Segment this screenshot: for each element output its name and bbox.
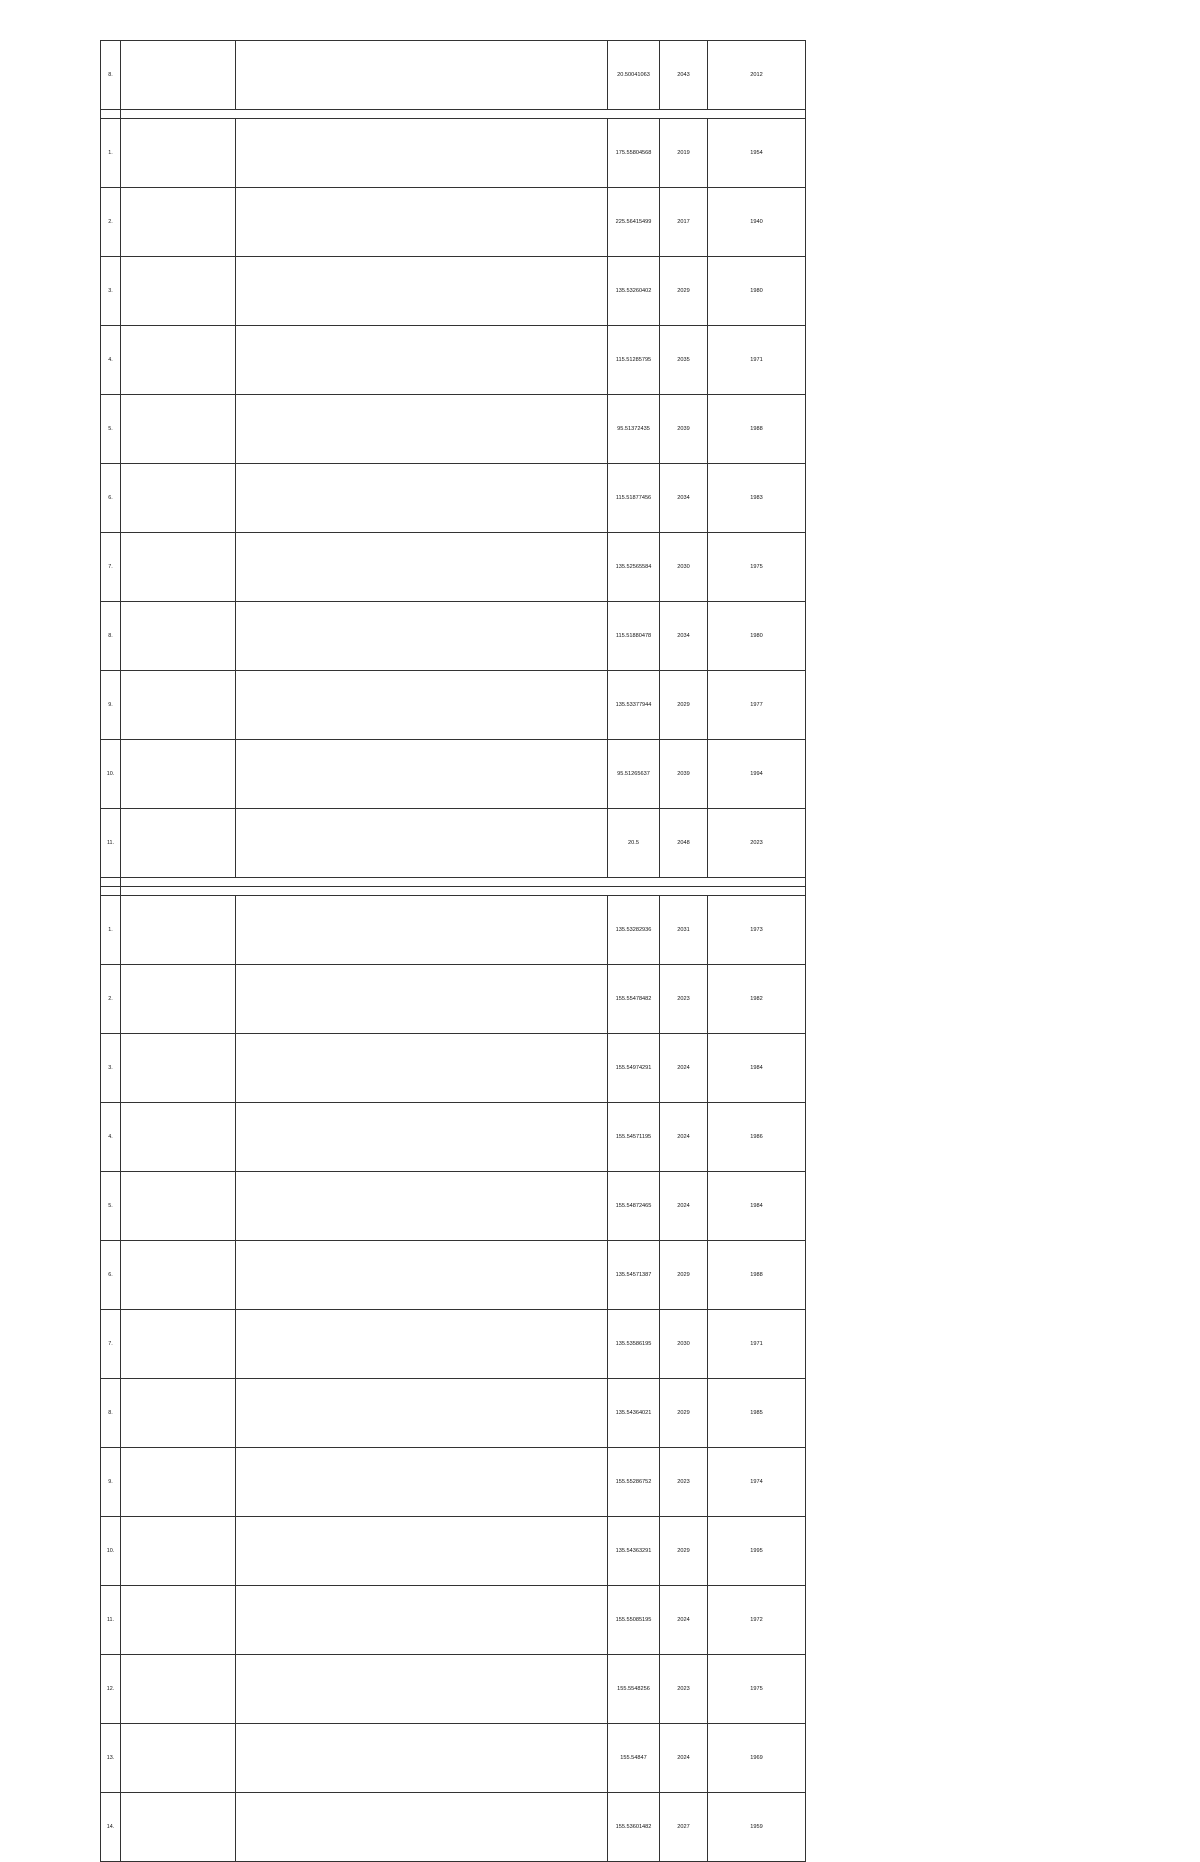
planned-year: 2029 xyxy=(660,1517,708,1586)
row-number: 6. xyxy=(101,464,121,533)
section-title xyxy=(121,110,806,119)
build-year: 2012 xyxy=(708,41,806,110)
house-address xyxy=(121,1310,236,1379)
repair-works xyxy=(236,395,608,464)
build-year: 1971 xyxy=(708,326,806,395)
row-number: 2. xyxy=(101,188,121,257)
table-row xyxy=(101,1724,806,1793)
build-year: 1986 xyxy=(708,1103,806,1172)
planned-year: 2029 xyxy=(660,1241,708,1310)
planned-year: 2035 xyxy=(660,326,708,395)
house-address xyxy=(121,1517,236,1586)
build-year: 1995 xyxy=(708,1517,806,1586)
planned-year: 2019 xyxy=(660,119,708,188)
row-number: 9. xyxy=(101,671,121,740)
section-row xyxy=(101,110,806,119)
row-number: 11. xyxy=(101,809,121,878)
row-number: 4. xyxy=(101,1103,121,1172)
house-address xyxy=(121,809,236,878)
table-row xyxy=(101,671,806,740)
planned-year: 2024 xyxy=(660,1586,708,1655)
table-row xyxy=(101,1310,806,1379)
repair-works xyxy=(236,41,608,110)
planned-year: 2029 xyxy=(660,257,708,326)
repair-works xyxy=(236,1448,608,1517)
repair-cost: 135.53260402 xyxy=(608,257,660,326)
build-year: 1984 xyxy=(708,1172,806,1241)
row-number: 7. xyxy=(101,533,121,602)
build-year: 1984 xyxy=(708,1034,806,1103)
table-row xyxy=(101,1517,806,1586)
row-number: 10. xyxy=(101,1517,121,1586)
planned-year: 2048 xyxy=(660,809,708,878)
house-address xyxy=(121,1034,236,1103)
house-address xyxy=(121,965,236,1034)
row-number: 6. xyxy=(101,1241,121,1310)
planned-year: 2030 xyxy=(660,1310,708,1379)
table-row xyxy=(101,533,806,602)
table-row xyxy=(101,1793,806,1862)
repair-works xyxy=(236,533,608,602)
repair-works xyxy=(236,1586,608,1655)
repair-works xyxy=(236,1172,608,1241)
row-number: 5. xyxy=(101,395,121,464)
build-year: 1940 xyxy=(708,188,806,257)
repair-works xyxy=(236,119,608,188)
row-number: 1. xyxy=(101,119,121,188)
build-year: 1982 xyxy=(708,965,806,1034)
document-page xyxy=(100,40,805,1862)
repair-works xyxy=(236,326,608,395)
row-number: 4. xyxy=(101,326,121,395)
row-number: 3. xyxy=(101,257,121,326)
build-year: 1969 xyxy=(708,1724,806,1793)
repair-cost: 155.55478482 xyxy=(608,965,660,1034)
repair-works xyxy=(236,1517,608,1586)
repair-cost: 155.55286752 xyxy=(608,1448,660,1517)
planned-year: 2031 xyxy=(660,896,708,965)
house-address xyxy=(121,1724,236,1793)
planned-year: 2024 xyxy=(660,1103,708,1172)
repair-works xyxy=(236,257,608,326)
house-address xyxy=(121,671,236,740)
table-row xyxy=(101,464,806,533)
section-spacer xyxy=(101,878,121,887)
planned-year: 2023 xyxy=(660,965,708,1034)
planned-year: 2027 xyxy=(660,1793,708,1862)
build-year: 1977 xyxy=(708,671,806,740)
house-address xyxy=(121,464,236,533)
repair-works xyxy=(236,1103,608,1172)
planned-year: 2017 xyxy=(660,188,708,257)
row-number: 10. xyxy=(101,740,121,809)
repair-cost: 225.56415499 xyxy=(608,188,660,257)
repair-works xyxy=(236,188,608,257)
build-year: 1974 xyxy=(708,1448,806,1517)
row-number: 14. xyxy=(101,1793,121,1862)
planned-year: 2043 xyxy=(660,41,708,110)
table-row xyxy=(101,1586,806,1655)
row-number: 8. xyxy=(101,1379,121,1448)
repair-cost: 135.53586195 xyxy=(608,1310,660,1379)
row-number: 2. xyxy=(101,965,121,1034)
repair-cost: 155.53601482 xyxy=(608,1793,660,1862)
house-address xyxy=(121,1586,236,1655)
build-year: 1983 xyxy=(708,464,806,533)
build-year: 1973 xyxy=(708,896,806,965)
section-row xyxy=(101,887,806,896)
table-row xyxy=(101,119,806,188)
build-year: 1954 xyxy=(708,119,806,188)
repair-cost: 20.50041063 xyxy=(608,41,660,110)
table-row xyxy=(101,257,806,326)
build-year: 1971 xyxy=(708,1310,806,1379)
repair-works xyxy=(236,809,608,878)
planned-year: 2034 xyxy=(660,464,708,533)
row-number: 8. xyxy=(101,41,121,110)
row-number: 11. xyxy=(101,1586,121,1655)
house-address xyxy=(121,1172,236,1241)
build-year: 1975 xyxy=(708,533,806,602)
house-address xyxy=(121,326,236,395)
build-year: 1985 xyxy=(708,1379,806,1448)
house-address xyxy=(121,1103,236,1172)
table-row xyxy=(101,1379,806,1448)
repair-cost: 135.54363291 xyxy=(608,1517,660,1586)
repair-works xyxy=(236,1793,608,1862)
table-row xyxy=(101,602,806,671)
repair-works xyxy=(236,602,608,671)
repair-cost: 20.5 xyxy=(608,809,660,878)
repair-cost: 135.52565584 xyxy=(608,533,660,602)
repair-works xyxy=(236,965,608,1034)
section-spacer xyxy=(101,110,121,119)
repair-cost: 155.54847 xyxy=(608,1724,660,1793)
table-row xyxy=(101,1172,806,1241)
table-row xyxy=(101,41,806,110)
planned-year: 2024 xyxy=(660,1034,708,1103)
repair-works xyxy=(236,1241,608,1310)
house-address xyxy=(121,1379,236,1448)
capital-repair-table xyxy=(100,40,806,1862)
house-address xyxy=(121,602,236,671)
table-row xyxy=(101,965,806,1034)
house-address xyxy=(121,533,236,602)
section-spacer xyxy=(101,887,121,896)
house-address xyxy=(121,119,236,188)
table-row xyxy=(101,1034,806,1103)
repair-works xyxy=(236,896,608,965)
build-year: 1988 xyxy=(708,1241,806,1310)
house-address xyxy=(121,1241,236,1310)
repair-cost: 135.53282936 xyxy=(608,896,660,965)
row-number: 1. xyxy=(101,896,121,965)
table-row xyxy=(101,740,806,809)
repair-works xyxy=(236,1034,608,1103)
row-number: 3. xyxy=(101,1034,121,1103)
repair-cost: 135.53377944 xyxy=(608,671,660,740)
planned-year: 2034 xyxy=(660,602,708,671)
table-row xyxy=(101,395,806,464)
house-address xyxy=(121,395,236,464)
repair-works xyxy=(236,464,608,533)
row-number: 8. xyxy=(101,602,121,671)
repair-cost: 95.51372435 xyxy=(608,395,660,464)
table-row xyxy=(101,1448,806,1517)
repair-cost: 155.55085195 xyxy=(608,1586,660,1655)
house-address xyxy=(121,740,236,809)
table-row xyxy=(101,1241,806,1310)
row-number: 9. xyxy=(101,1448,121,1517)
build-year: 1988 xyxy=(708,395,806,464)
row-number: 13. xyxy=(101,1724,121,1793)
repair-works xyxy=(236,1379,608,1448)
house-address xyxy=(121,257,236,326)
table-row xyxy=(101,1103,806,1172)
planned-year: 2023 xyxy=(660,1655,708,1724)
build-year: 1980 xyxy=(708,257,806,326)
house-address xyxy=(121,896,236,965)
planned-year: 2029 xyxy=(660,671,708,740)
planned-year: 2030 xyxy=(660,533,708,602)
repair-cost: 155.54974291 xyxy=(608,1034,660,1103)
repair-works xyxy=(236,671,608,740)
build-year: 1972 xyxy=(708,1586,806,1655)
repair-cost: 115.51877456 xyxy=(608,464,660,533)
repair-works xyxy=(236,1724,608,1793)
table-row xyxy=(101,188,806,257)
row-number: 5. xyxy=(101,1172,121,1241)
table-row xyxy=(101,1655,806,1724)
house-address xyxy=(121,41,236,110)
row-number: 7. xyxy=(101,1310,121,1379)
build-year: 1959 xyxy=(708,1793,806,1862)
planned-year: 2024 xyxy=(660,1172,708,1241)
section-title xyxy=(121,878,806,887)
table-row xyxy=(101,809,806,878)
planned-year: 2023 xyxy=(660,1448,708,1517)
repair-cost: 115.51880478 xyxy=(608,602,660,671)
repair-cost: 95.51265637 xyxy=(608,740,660,809)
planned-year: 2029 xyxy=(660,1379,708,1448)
repair-cost: 155.54872465 xyxy=(608,1172,660,1241)
table-row xyxy=(101,896,806,965)
build-year: 1975 xyxy=(708,1655,806,1724)
planned-year: 2039 xyxy=(660,740,708,809)
repair-cost: 175.55804568 xyxy=(608,119,660,188)
house-address xyxy=(121,188,236,257)
build-year: 2023 xyxy=(708,809,806,878)
repair-cost: 155.54571195 xyxy=(608,1103,660,1172)
repair-works xyxy=(236,1655,608,1724)
build-year: 1980 xyxy=(708,602,806,671)
house-address xyxy=(121,1448,236,1517)
planned-year: 2039 xyxy=(660,395,708,464)
repair-cost: 115.51285795 xyxy=(608,326,660,395)
repair-cost: 135.54364021 xyxy=(608,1379,660,1448)
repair-works xyxy=(236,740,608,809)
repair-cost: 135.54571387 xyxy=(608,1241,660,1310)
section-row xyxy=(101,878,806,887)
row-number: 12. xyxy=(101,1655,121,1724)
planned-year: 2024 xyxy=(660,1724,708,1793)
table-row xyxy=(101,326,806,395)
section-title xyxy=(121,887,806,896)
house-address xyxy=(121,1655,236,1724)
build-year: 1994 xyxy=(708,740,806,809)
repair-cost: 155.5548256 xyxy=(608,1655,660,1724)
house-address xyxy=(121,1793,236,1862)
repair-works xyxy=(236,1310,608,1379)
